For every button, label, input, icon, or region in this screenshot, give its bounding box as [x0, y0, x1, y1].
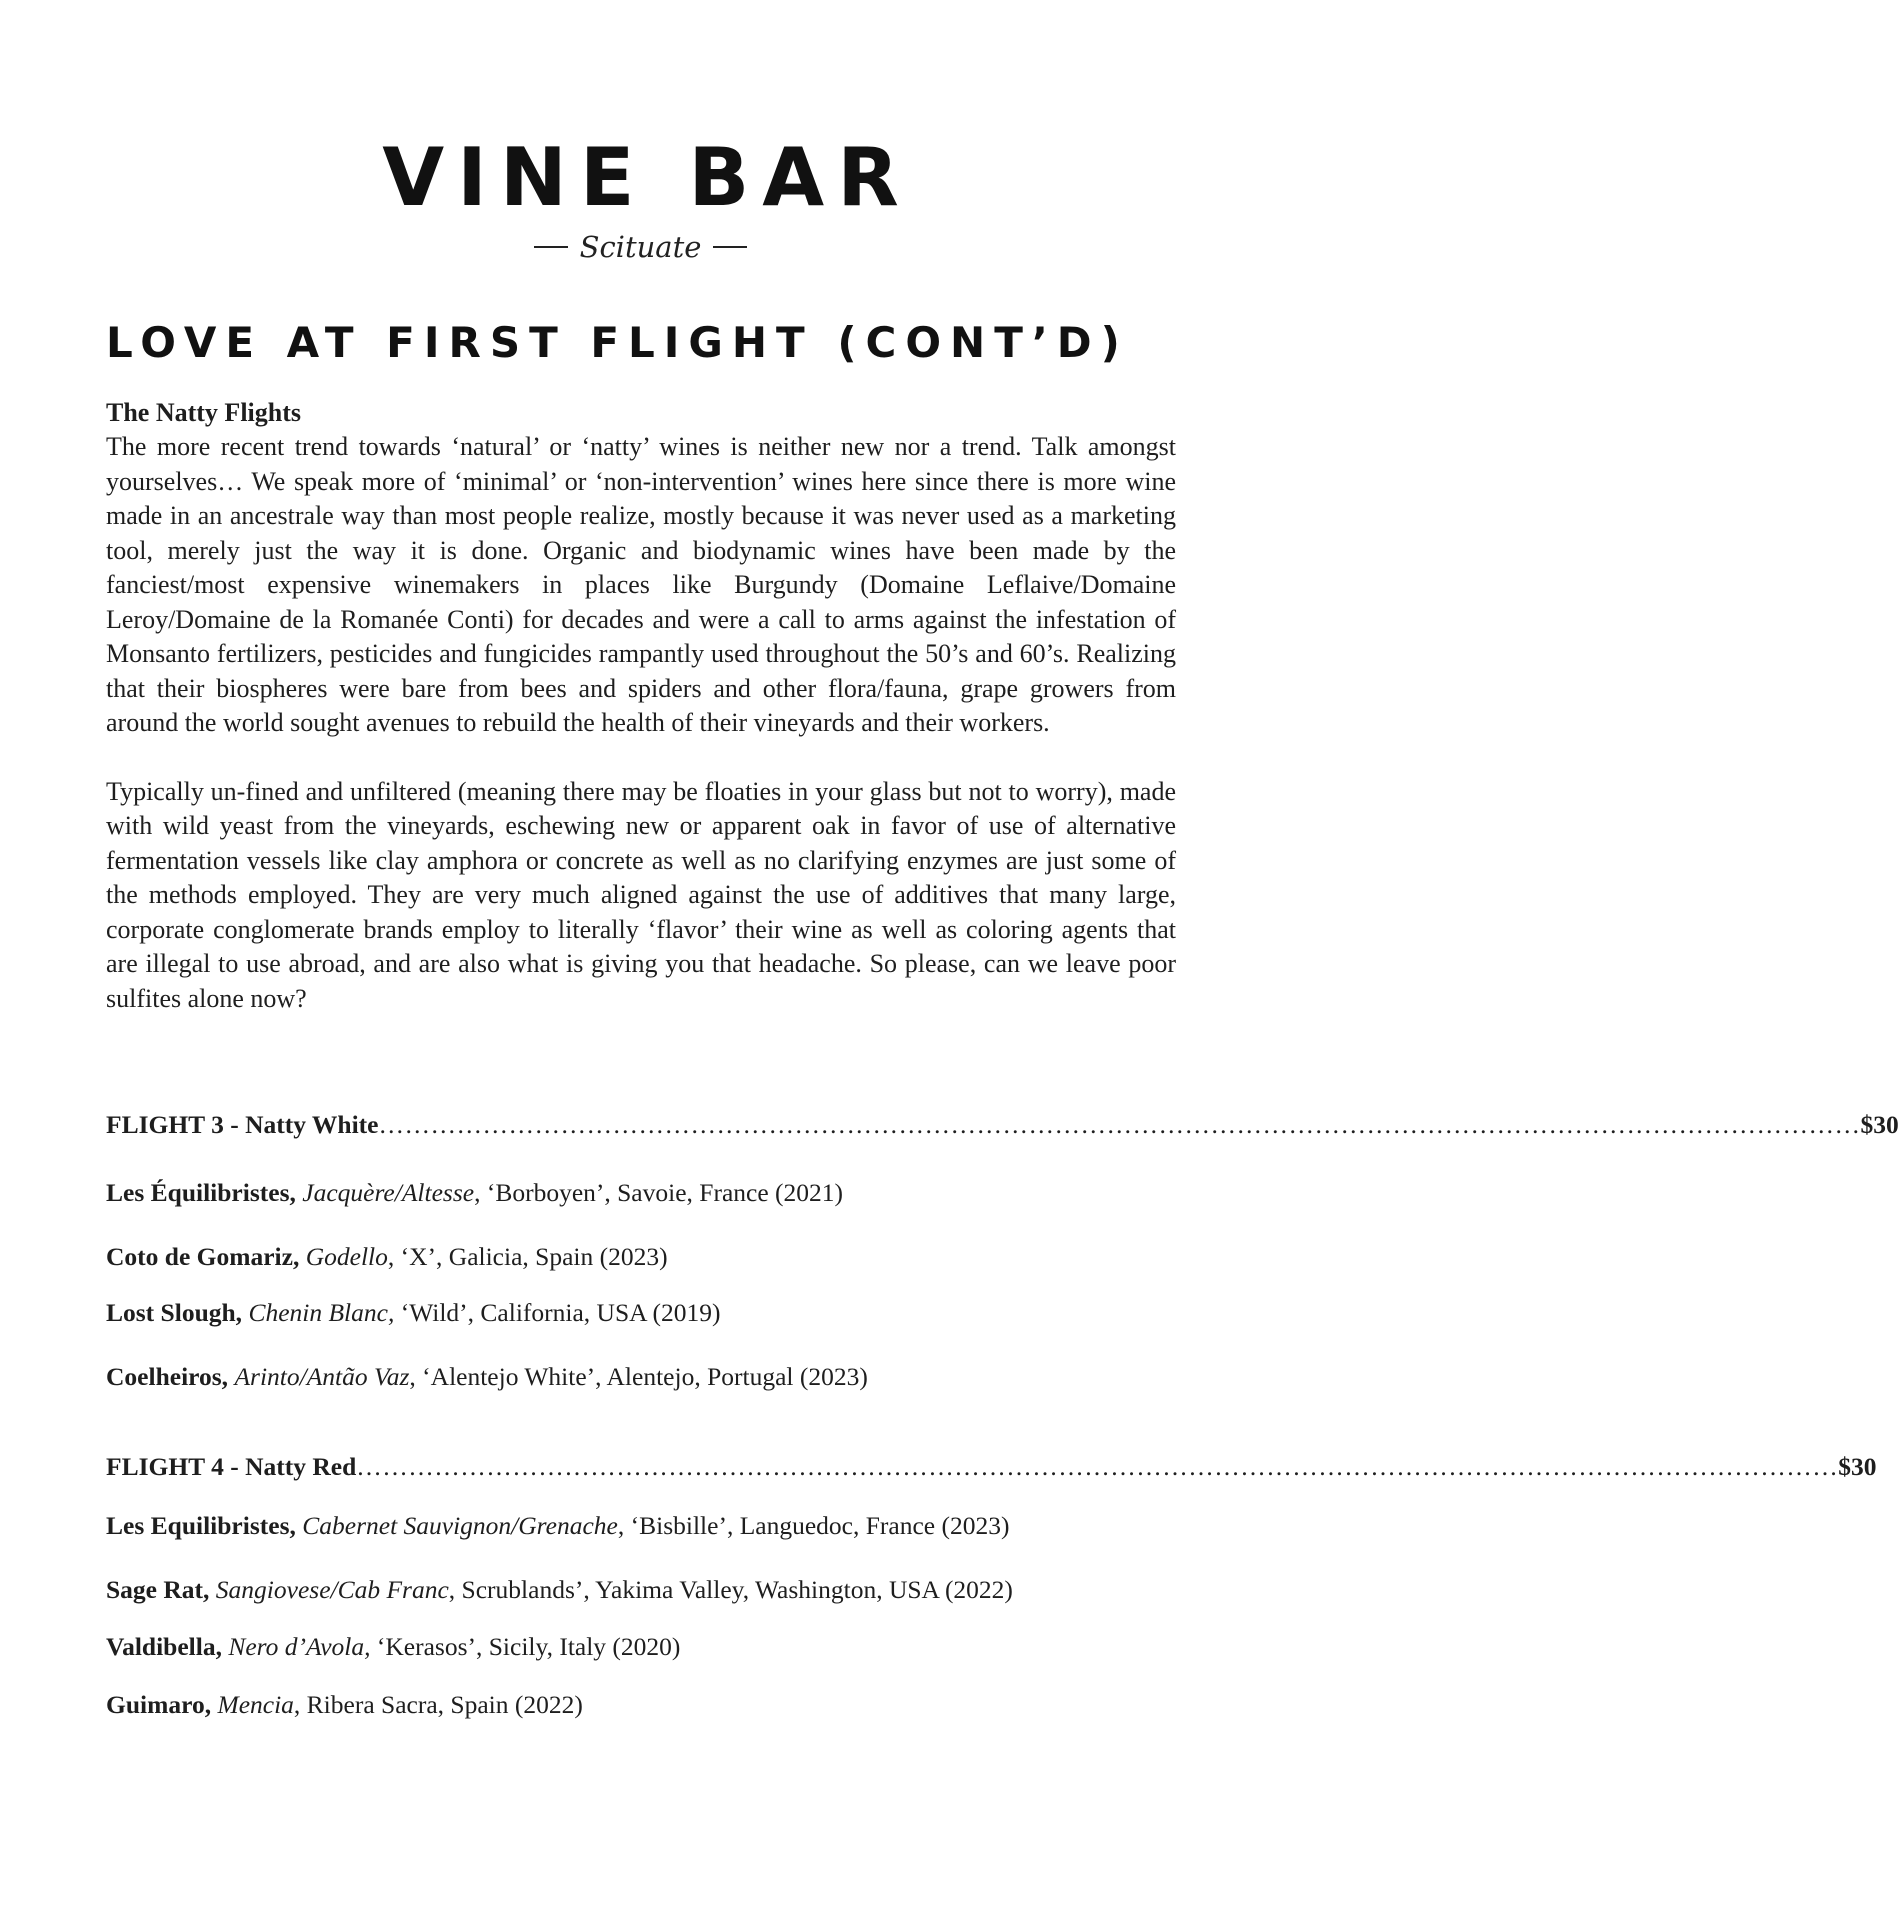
section-heading: LOVE AT FIRST FLIGHT (CONT’D) — [106, 318, 1129, 367]
wine-details: ‘Kerasos’, Sicily, Italy (2020) — [370, 1632, 681, 1661]
logo-title: VINE BAR — [382, 131, 912, 224]
flight-price: $30 — [1860, 1110, 1899, 1139]
wine-details: , ‘X’, Galicia, Spain (2023) — [387, 1242, 668, 1271]
intro-section — [106, 396, 1176, 1016]
wine-grape: Mencia — [217, 1690, 294, 1719]
wine-item — [106, 1575, 1013, 1605]
leader-dots: ……………………………………………………………………………………………………………………………………………………… — [356, 1452, 1839, 1481]
wine-item — [106, 1178, 843, 1208]
logo — [0, 131, 1281, 264]
wine-item — [106, 1242, 668, 1272]
flight-3-header — [106, 1110, 1899, 1140]
flight-title: FLIGHT 4 - Natty Red — [106, 1452, 357, 1481]
wine-producer: Coto de Gomariz, — [106, 1242, 300, 1271]
wine-grape: Cabernet Sauvignon/Grenache — [302, 1511, 618, 1540]
wine-item — [106, 1632, 680, 1662]
wine-producer: Lost Slough, — [106, 1298, 243, 1327]
intro-paragraph-2: Typically un-fined and unfiltered (meaning there may be floaties in your glass but not to worry), made with wild yeast from the vineyards, eschewing new or apparent oak in favor of use of alternative fermentation vessels like clay amphora or concrete as well as no clarifying enzymes are just some of the methods employed. They are very much aligned against the use of additives that many large, corporate conglomerate brands employ to literally ‘flavor’ their wine as well as coloring agents that are illegal to use abroad, and are also what is giving you that headache. So please, can we leave poor sulfites alone now? — [106, 776, 1176, 1013]
wine-grape: Godello — [305, 1242, 388, 1271]
wine-details: , Scrublands’, Yakima Valley, Washington, USA (2022) — [448, 1575, 1013, 1604]
logo-subtitle-text: Scituate — [579, 230, 702, 264]
wine-producer: Les Équilibristes, — [106, 1178, 296, 1207]
leader-dots: ……………………………………………………………………………………………………………………………………………………… — [378, 1110, 1861, 1139]
intro-title: The Natty Flights — [106, 398, 301, 427]
wine-item — [106, 1298, 721, 1328]
wine-producer: Coelheiros, — [106, 1362, 229, 1391]
intro-paragraph-1: The more recent trend towards ‘natural’ or ‘natty’ wines is neither new nor a trend. Talk amongst yourselves… We speak more of ‘minimal’ or ‘non-intervention’ wines here since there is more wine made in an ancestrale way than most people realize, mostly because it was never used as a marketing tool, merely just the way it is done. Organic and biodynamic wines have been made by the fanciest/most expensive winemakers in places like Burgundy (Domaine Leflaive/Domaine Leroy/Domaine de la Romanée Conti) for decades and were a call to arms against the infestation of Monsanto fertilizers, pesticides and fungicides rampantly used throughout the 50’s and 60’s. Realizing that their biospheres were bare from bees and spiders and other flora/fauna, grape growers from around the world sought avenues to rebuild the health of their vineyards and their workers. — [106, 432, 1176, 737]
wine-details: ‘Wild’, California, USA (2019) — [394, 1298, 721, 1327]
flight-title: FLIGHT 3 - Natty White — [106, 1110, 379, 1139]
wine-details: , Ribera Sacra, Spain (2022) — [293, 1690, 583, 1719]
flight-price: $30 — [1838, 1452, 1877, 1481]
wine-producer: Sage Rat, — [106, 1575, 210, 1604]
wine-grape: Sangiovese/Cab Franc — [215, 1575, 449, 1604]
wine-details: , ‘Alentejo White’, Alentejo, Portugal (2023) — [409, 1362, 868, 1391]
wine-producer: Les Equilibristes, — [106, 1511, 296, 1540]
wine-item — [106, 1690, 583, 1720]
wine-item — [106, 1511, 1009, 1541]
logo-subtitle — [0, 230, 1281, 264]
wine-details: , ‘Borboyen’, Savoie, France (2021) — [474, 1178, 844, 1207]
wine-producer: Guimaro, — [106, 1690, 212, 1719]
logo-dash-right — [713, 246, 747, 248]
flight-4-header — [106, 1452, 1877, 1482]
wine-producer: Valdibella, — [106, 1632, 222, 1661]
wine-grape: Nero d’Avola, — [228, 1632, 371, 1661]
wine-details: , ‘Bisbille’, Languedoc, France (2023) — [617, 1511, 1010, 1540]
wine-grape: Arinto/Antão Vaz — [234, 1362, 410, 1391]
wine-grape: Jacquère/Altesse — [302, 1178, 475, 1207]
wine-grape: Chenin Blanc, — [248, 1298, 395, 1327]
wine-item — [106, 1362, 868, 1392]
logo-dash-left — [534, 246, 568, 248]
